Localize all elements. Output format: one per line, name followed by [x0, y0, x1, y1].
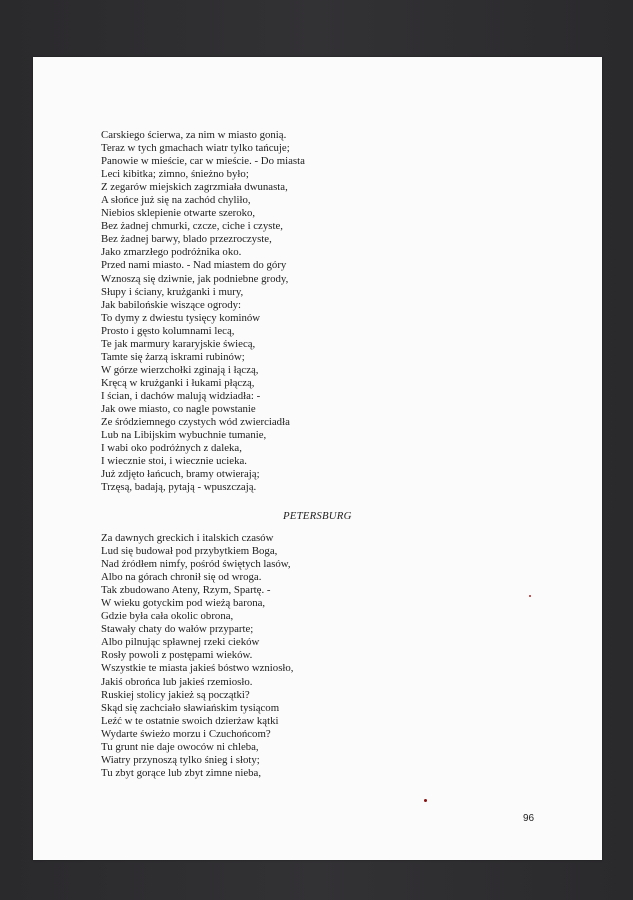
verse-line: Skąd się zachciało sławiańskim tysiącom: [101, 701, 280, 714]
verse-line: Carskiego ścierwa, za nim w miasto gonią.: [101, 129, 287, 141]
page-number: 96: [523, 813, 535, 824]
verse-line: Wiatry przynoszą tylko śnieg i słoty;: [101, 753, 260, 766]
verse-line: Stawały chaty do wałów przyparte;: [101, 623, 254, 636]
verse-line: W górze wierzchołki zginają i łączą,: [101, 363, 259, 376]
verse-line: Za dawnych greckich i italskich czasów: [101, 532, 274, 544]
ink-speck: [424, 799, 427, 802]
verse-line: W wieku gotyckim pod wieżą barona,: [101, 597, 266, 610]
verse-line: A słońce już się na zachód chyliło,: [101, 194, 251, 207]
verse-line: Ruskiej stolicy jakież są początki?: [101, 688, 250, 701]
verse-line: Nad źródłem nimfy, pośród świętych lasów,: [101, 558, 291, 571]
section-heading: PETERSBURG: [283, 510, 352, 522]
verse-line: Albo na górach chronił się od wroga.: [101, 571, 262, 584]
verse-line: Wydarte świeżo morzu i Czuchońcom?: [101, 727, 271, 740]
verse-line: Tak zbudowano Ateny, Rzym, Spartę. -: [101, 584, 271, 597]
verse-line: Panowie w mieście, car w mieście. - Do miasta: [101, 155, 305, 168]
verse-line: Albo pilnując spławnej rzeki cieków: [101, 636, 260, 649]
verse-line: Leci kibitka; zimno, śnieżno było;: [101, 168, 249, 181]
poem-section-a: [101, 129, 381, 494]
verse-line: Tamte się żarzą iskrami rubinów;: [101, 350, 245, 363]
verse-line: Wznoszą się dziwnie, jak podniebne grody,: [101, 272, 289, 285]
verse-line: Ze śródziemnego czystych wód zwierciadła: [101, 416, 290, 429]
verse-line: Tu grunt nie daje owoców ni chleba,: [101, 740, 259, 753]
verse-line: Tu zbyt gorące lub zbyt zimne nieba,: [101, 766, 262, 779]
ink-speck: [529, 595, 531, 597]
poem-section-b: [101, 532, 381, 780]
verse-line: Trzęsą, badają, pytają - wpuszczają.: [101, 481, 257, 494]
verse-line: Teraz w tych gmachach wiatr tylko tańcuje;: [101, 142, 290, 155]
verse-line: Rosły powoli z postępami wieków.: [101, 649, 253, 662]
verse-line: Te jak marmury kararyjskie świecą,: [101, 337, 256, 350]
verse-line: Prosto i gęsto kolumnami lecą,: [101, 324, 235, 337]
verse-line: Kręcą w krużganki i łukami płączą,: [101, 376, 255, 389]
verse-line: Jakiś obrońca lub jakieś rzemiosło.: [101, 675, 253, 688]
verse-line: Wszystkie te miasta jakieś bóstwo wzniosło,: [101, 662, 294, 675]
document-page: [33, 57, 602, 860]
verse-line: Jak babilońskie wiszące ogrody:: [101, 298, 242, 311]
verse-line: I wabi oko podróżnych z daleka,: [101, 442, 242, 455]
verse-line: To dymy z dwiestu tysięcy kominów: [101, 311, 261, 324]
verse-line: I ścian, i dachów malują widziadła: -: [101, 389, 261, 402]
verse-line: Leźć w te ostatnie swoich dzierżaw kątki: [101, 714, 279, 727]
verse-line: I wiecznie stoi, i wiecznie ucieka.: [101, 455, 247, 468]
verse-line: Lud się budował pod przybytkiem Boga,: [101, 545, 278, 558]
verse-line: Niebios sklepienie otwarte szeroko,: [101, 207, 256, 220]
verse-line: Lub na Libijskim wybuchnie tumanie,: [101, 429, 267, 442]
verse-line: Bez żadnej chmurki, czcze, ciche i czyste,: [101, 220, 283, 233]
verse-line: Słupy i ściany, krużganki i mury,: [101, 285, 244, 298]
verse-line: Jak owe miasto, co nagle powstanie: [101, 402, 256, 415]
verse-line: Już zdjęto łańcuch, bramy otwierają;: [101, 468, 260, 481]
verse-line: Jako zmarzłego podróżnika oko.: [101, 246, 242, 259]
verse-line: Gdzie była cała okolic obrona,: [101, 610, 234, 623]
verse-line: Bez żadnej barwy, blado przezroczyste,: [101, 233, 272, 246]
verse-line: Przed nami miasto. - Nad miastem do góry: [101, 259, 287, 272]
verse-line: Z zegarów miejskich zagrzmiała dwunasta,: [101, 181, 288, 194]
